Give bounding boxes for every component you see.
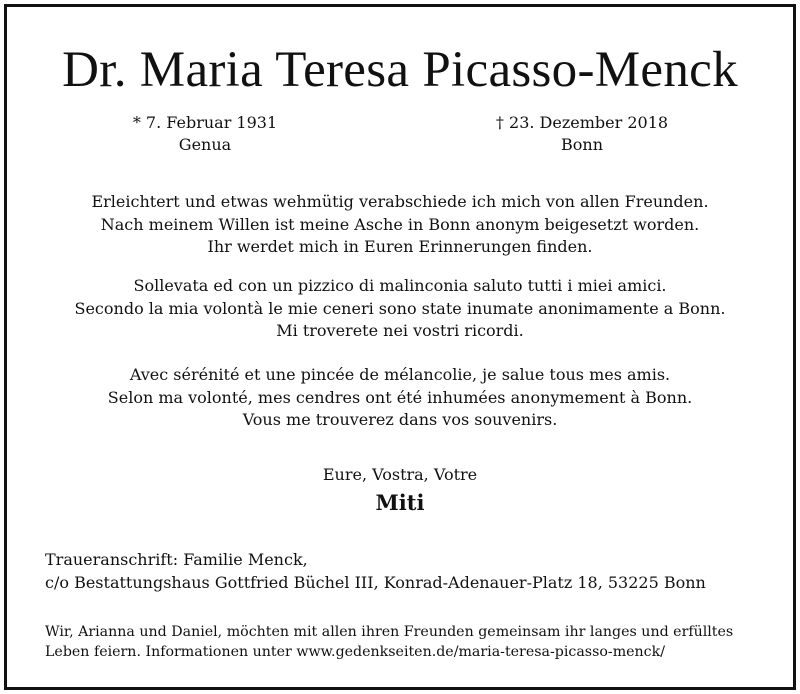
message-line: Nach meinem Willen ist meine Asche in Bonn anonym beigesetzt worden. [100, 214, 700, 234]
address-line: c/o Bestattungshaus Gottfried Büchel III, Konrad-Adenauer-Platz 18, 53225 Bonn [45, 572, 706, 592]
address-line: Traueranschrift: Familie Menck, [45, 550, 308, 569]
message-french [20, 364, 780, 432]
death-info [472, 112, 692, 156]
message-line: Selon ma volonté, mes cendres ont été inhumées anonymement à Bonn. [107, 387, 693, 407]
message-line: Secondo la mia volontà le mie ceneri sono state inumate anonimamente a Bonn. [74, 298, 726, 318]
footer-line: Wir, Arianna und Daniel, möchten mit allen ihren Freunden gemeinsam ihr langes und erfülltes [45, 624, 734, 640]
message-italian [20, 275, 780, 343]
message-line: Avec sérénité et une pincée de mélancolie, je salue tous mes amis. [129, 365, 671, 384]
birth-date: * 7. Februar 1931 [132, 113, 278, 132]
message-line: Vous me trouverez dans vos souvenirs. [242, 410, 558, 429]
birth-info [100, 112, 310, 156]
memorial-footer [45, 622, 733, 662]
signature-name: Miti [375, 490, 425, 515]
message-german [20, 191, 780, 259]
message-line: Sollevata ed con un pizzico di malinconia saluto tutti i miei amici. [133, 276, 667, 295]
footer-line: Leben feiern. Informationen unter www.gedenkseiten.de/maria-teresa-picasso-menck/ [45, 644, 666, 660]
message-line: Ihr werdet mich in Euren Erinnerungen finden. [207, 237, 593, 256]
mourning-address [45, 549, 706, 594]
death-place: Bonn [561, 135, 603, 154]
message-line: Mi troverete nei vostri ricordi. [276, 321, 524, 340]
death-date: † 23. Dezember 2018 [495, 113, 669, 132]
birth-place: Genua [178, 135, 232, 154]
message-line: Erleichtert und etwas wehmütig verabschiede ich mich von allen Freunden. [91, 192, 709, 211]
deceased-name-title: Dr. Maria Teresa Picasso-Menck [62, 42, 738, 98]
closing-salutation: Eure, Vostra, Votre [322, 465, 478, 484]
